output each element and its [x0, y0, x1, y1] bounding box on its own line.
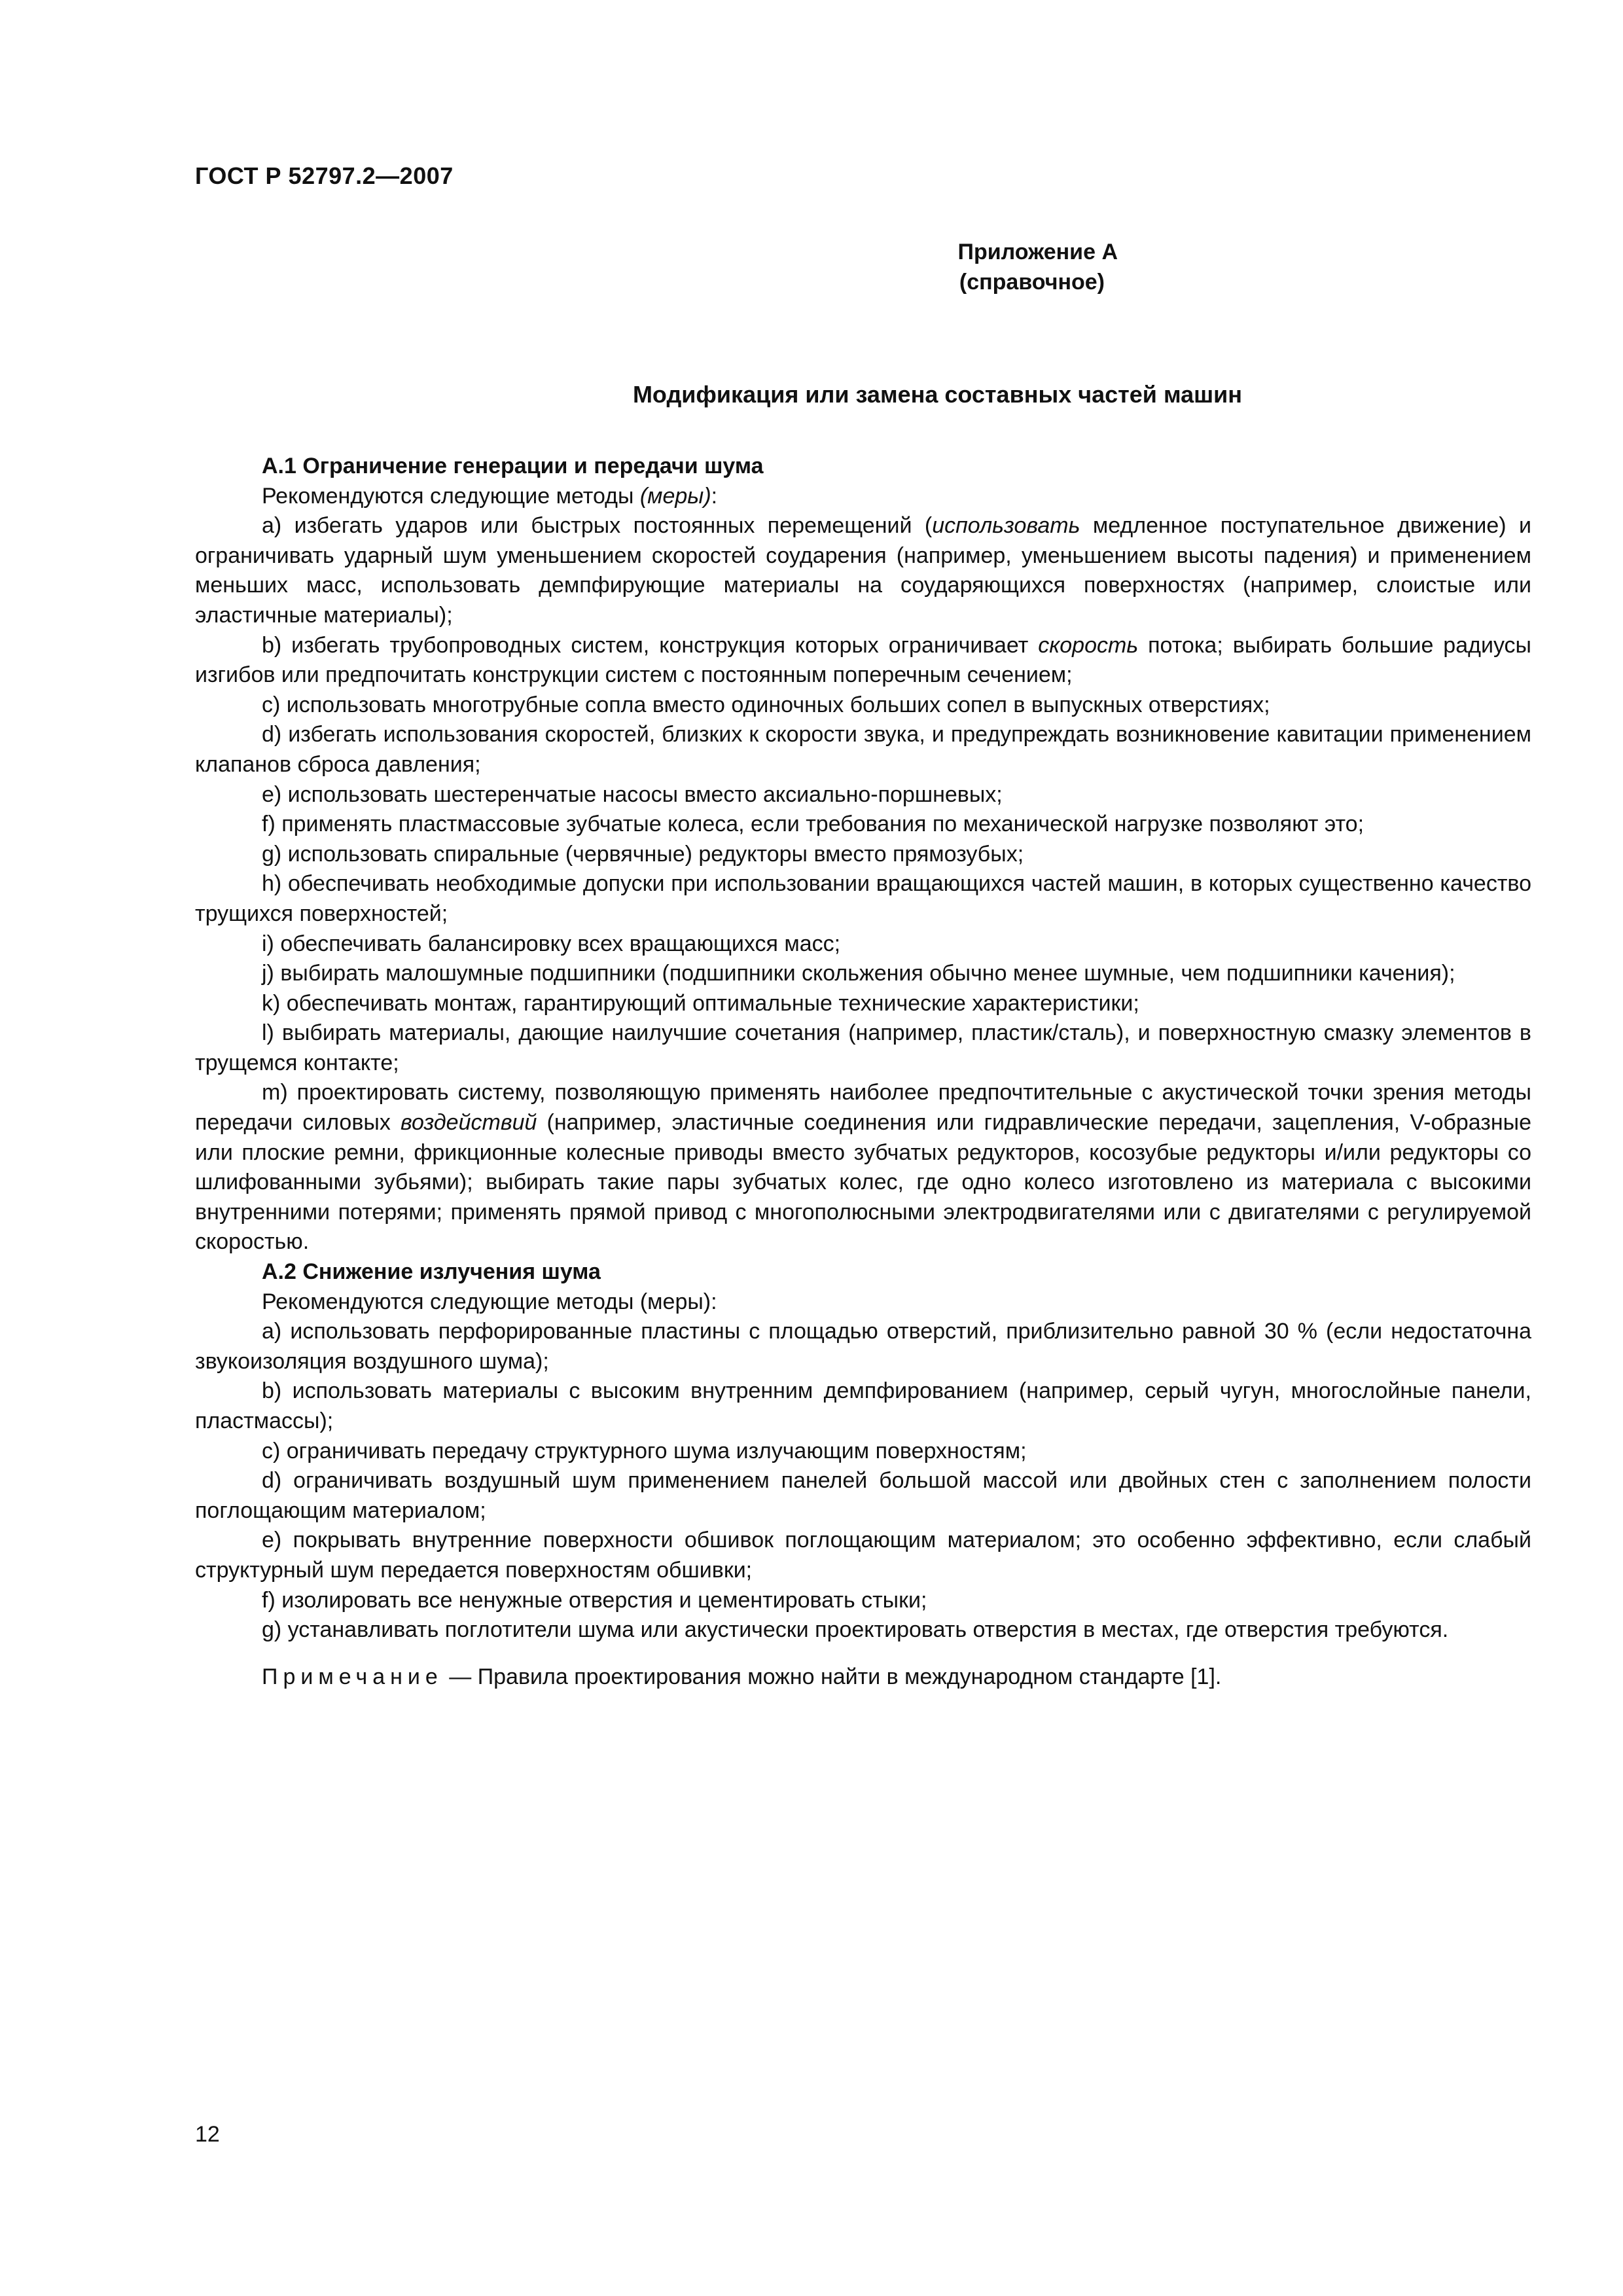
section-a1-item-a: а) избегать ударов или быстрых постоянных перемещений (использовать медленное поступательное движение) и ограничивать ударный шум уменьшением скоростей соударения (например, уменьшением высоты падения) и применением меньших масс, использовать демпфирующие материалы на соударяющихся поверхностях (например, слоистые или эластичные материалы); [195, 513, 1531, 628]
note [195, 1662, 1531, 1693]
section-a2-heading: А.2 Снижение излучения шума [262, 1259, 601, 1285]
annex-header [195, 237, 1118, 297]
section-a2-item-d: d) ограничивать воздушный шум применением панелей большой массой или двойных стен с заполнением полости поглощающим материалом; [195, 1468, 1531, 1523]
section-a1-item-c: с) использовать многотрубные сопла вместо одиночных больших сопел в выпускных отверстиях; [262, 692, 1270, 717]
document-code: ГОСТ Р 52797.2—2007 [195, 162, 454, 189]
section-a1-item-e: е) использовать шестеренчатые насосы вместо аксиально-поршневых; [262, 781, 1003, 807]
note-label: Примечание [262, 1664, 443, 1689]
section-a1-item-k: k) обеспечивать монтаж, гарантирующий оптимальные технические характеристики; [262, 990, 1139, 1016]
page-number: 12 [195, 2122, 220, 2147]
section-a1-heading: А.1 Ограничение генерации и передачи шума [262, 454, 764, 478]
section-a2-item-a: а) использовать перфорированные пластины с площадью отверстий, приблизительно равной 30 % (если недостаточна звукоизоляция воздушного шума); [195, 1319, 1531, 1374]
section-a1-item-f: f) применять пластмассовые зубчатые колеса, если требования по механической нагрузке позволяют это; [262, 812, 1364, 837]
section-a1-item-b: b) избегать трубопроводных систем, конструкция которых ограничивает скорость потока; выбирать большие радиусы изгибов или предпочитать конструкции систем с постоянным поперечным сечением; [195, 632, 1531, 688]
section-a2-item-g: g) устанавливать поглотители шума или акустически проектировать отверстия в местах, где отверстия требуются. [262, 1617, 1449, 1643]
note-text: — Правила проектирования можно найти в международном стандарте [1]. [442, 1664, 1222, 1689]
section-a2-item-b: b) использовать материалы с высоким внутренним демпфированием (например, серый чугун, многослойные панели, пластмассы); [195, 1378, 1531, 1433]
section-a1-item-i: i) обеспечивать балансировку всех вращающихся масс; [262, 931, 841, 956]
section-a1-item-l: l) выбирать материалы, дающие наилучшие сочетания (например, пластик/сталь), и поверхностную смазку элементов в трущемся контакте; [195, 1020, 1531, 1075]
section-a2-intro: Рекомендуются следующие методы (меры): [262, 1289, 717, 1314]
annex-title: Приложение А [957, 240, 1118, 264]
document-body [195, 452, 1531, 1692]
section-a1-item-g: g) использовать спиральные (червячные) редукторы вместо прямозубых; [262, 841, 1024, 867]
annex-type: (справочное) [959, 270, 1105, 295]
section-a2-item-e: е) покрывать внутренние поверхности обшивок поглощающим материалом; это особенно эффективно, если слабый структурный шум передается поверхностям обшивки; [195, 1528, 1531, 1583]
document-page [195, 0, 1531, 2296]
section-a1-item-h: h) обеспечивать необходимые допуски при использовании вращающихся частей машин, в которых существенно качество трущихся поверхностей; [195, 871, 1531, 926]
section-a1-item-j: j) выбирать малошумные подшипники (подшипники скольжения обычно менее шумные, чем подшипники качения); [262, 961, 1455, 986]
section-a1-intro: Рекомендуются следующие методы (меры): [262, 483, 718, 509]
annex-main-title: Модификация или замена составных частей машин [632, 381, 1242, 408]
section-a2-item-c: с) ограничивать передачу структурного шума излучающим поверхностям; [262, 1438, 1027, 1463]
section-a1-item-m: m) проектировать систему, позволяющую применять наиболее предпочтительные с акустической точки зрения методы передачи силовых воздействий (например, эластичные соединения или гидравлические передачи, зацепления, V-образные или плоские ремни, фрикционные колесные приводы вместо зубчатых редукторов, косозубые редукторы и/или редукторы со шлифованными зубьями); выбирать такие пары зубчатых колес, где одно колесо изготовлено из материала с высокими внутренними потерями; применять прямой привод с многополюсными электродвигателями или с двигателями с регулируемой скоростью. [195, 1080, 1531, 1255]
section-a1-item-d: d) избегать использования скоростей, близких к скорости звука, и предупреждать возникновение кавитации применением клапанов сброса давления; [195, 722, 1531, 777]
section-a2-item-f: f) изолировать все ненужные отверстия и цементировать стыки; [262, 1587, 927, 1613]
